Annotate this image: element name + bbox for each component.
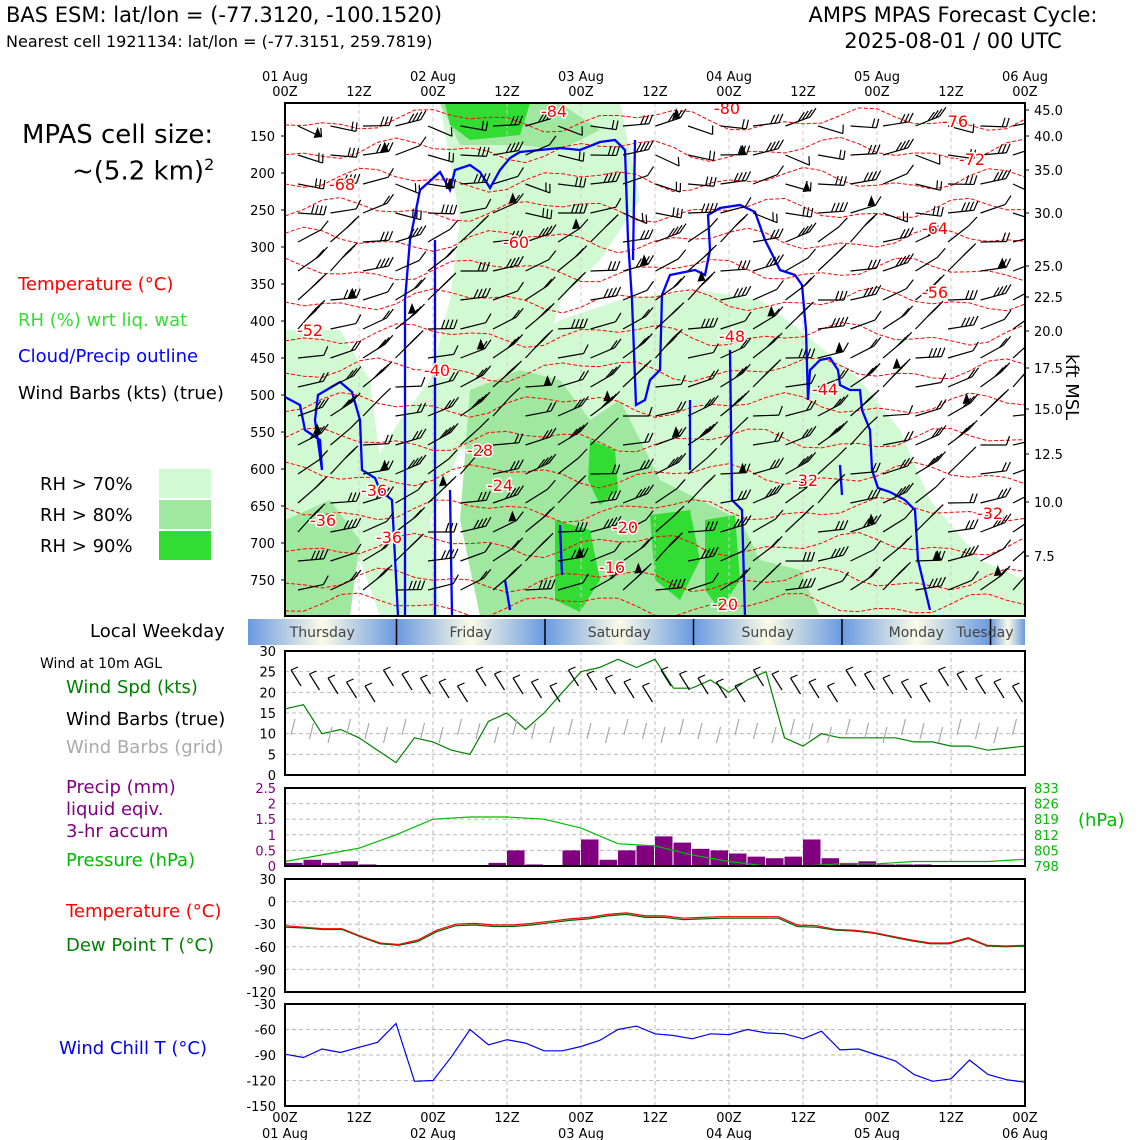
wind-barb xyxy=(948,393,978,416)
forecast-cycle: 2025-08-01 / 00 UTC xyxy=(844,29,1062,53)
legend-temperature: Temperature (°C) xyxy=(18,274,174,295)
legend-rh: RH (%) wrt liq. wat xyxy=(18,310,188,331)
pressure-tick-label: 300 xyxy=(250,241,275,256)
wind-barb xyxy=(948,316,978,329)
windspd-panel-ytick: 5 xyxy=(267,748,276,764)
wind-spd-label: Wind Spd (kts) xyxy=(66,677,198,698)
wind-barb xyxy=(298,221,328,242)
wind-barb xyxy=(753,166,783,184)
wind-barb xyxy=(428,204,457,213)
windspd-panel-ytick: 10 xyxy=(259,727,276,743)
precip-bar xyxy=(785,857,803,866)
temp-contour-label: -32 xyxy=(791,471,819,490)
wind-barb xyxy=(786,302,814,329)
wind-barb xyxy=(981,118,1010,127)
wind-grid-label: Wind Barbs (grid) xyxy=(66,737,224,758)
top-date-label: 01 Aug xyxy=(261,70,309,85)
top-date-label: 06 Aug xyxy=(1001,70,1049,85)
temp-contour-label: -28 xyxy=(466,441,494,460)
temp-contour-label: -48 xyxy=(718,327,746,346)
temp-panel-ytick: -120 xyxy=(246,986,276,1001)
wind-barb xyxy=(883,139,913,155)
weekday-label: Local Weekday xyxy=(90,621,225,642)
bottom-hour-label: 12Z xyxy=(938,1111,964,1126)
windspd-panel-ytick: 30 xyxy=(259,645,276,660)
bottom-hour-label: 00Z xyxy=(864,1111,890,1126)
wind-barb xyxy=(948,217,977,242)
wind-barb xyxy=(916,180,942,190)
top-hour-label: 12Z xyxy=(790,85,816,100)
wind-barb xyxy=(428,152,454,162)
precip-label1: Precip (mm) xyxy=(66,777,176,798)
wind-barb xyxy=(298,126,322,138)
wind-barb xyxy=(396,278,426,300)
weekday-name: Friday xyxy=(449,625,492,641)
wind-barb xyxy=(883,165,913,184)
bottom-date-label: 01 Aug xyxy=(261,1127,309,1140)
precip-bar xyxy=(618,850,636,866)
bottom-hour-label: 12Z xyxy=(790,1111,816,1126)
forecast-title: AMPS MPAS Forecast Cycle: xyxy=(808,3,1098,27)
windchill-panel-ytick: -90 xyxy=(254,1049,276,1064)
wind-barb xyxy=(948,494,977,503)
temp-panel-ytick: -30 xyxy=(254,918,276,934)
wind-barb xyxy=(981,170,1011,184)
wind-barb xyxy=(363,117,392,126)
top-date-label: 04 Aug xyxy=(705,70,753,85)
windspd-panel-ytick: 20 xyxy=(259,686,276,702)
top-hour-label: 00Z xyxy=(864,85,890,100)
pressure-unit: (hPa) xyxy=(1078,810,1125,831)
temp-contour-label: -44 xyxy=(811,380,839,399)
top-hour-label: 00Z xyxy=(272,85,298,100)
temp-contour-label: -76 xyxy=(941,112,969,131)
wind-barb xyxy=(298,247,327,271)
wind-barb xyxy=(721,260,751,271)
temp-contour-label: -20 xyxy=(611,518,639,537)
wind-barb xyxy=(851,363,881,387)
windchill-panel-ytick: -30 xyxy=(254,998,276,1013)
windspd-panel-ytick: 25 xyxy=(259,665,276,681)
wind-barb xyxy=(851,145,880,155)
wind-barb xyxy=(363,335,393,358)
cell-size-sup: 2 xyxy=(204,155,215,174)
top-hour-label: 00Z xyxy=(420,85,446,100)
wind-barb xyxy=(981,462,1011,474)
temp-contour-label: -24 xyxy=(486,476,514,495)
temp-label: Temperature (°C) xyxy=(66,901,222,922)
wind-barb xyxy=(981,389,1009,416)
top-date-label: 03 Aug xyxy=(557,70,605,85)
wind-barb xyxy=(786,108,817,126)
wind-barb xyxy=(1013,429,1043,445)
wind-barb xyxy=(396,331,424,358)
top-date-label: 05 Aug xyxy=(853,70,901,85)
bottom-hour-label: 12Z xyxy=(642,1111,668,1126)
top-hour-label: 00Z xyxy=(716,85,742,100)
pressure-tick-label: 500 xyxy=(250,389,275,404)
legend-rh70: RH > 70% xyxy=(40,474,133,495)
wind-barb xyxy=(331,288,361,300)
temp-contour-label: -72 xyxy=(958,150,986,169)
pressure-tick-label: 400 xyxy=(250,315,275,330)
wind-barb xyxy=(786,249,816,271)
bottom-hour-label: 00Z xyxy=(568,1111,594,1126)
wind-barb xyxy=(363,231,393,242)
bottom-hour-label: 00Z xyxy=(272,1111,298,1126)
weekday-name: Sunday xyxy=(741,625,794,641)
kft-tick-label: 17.5 xyxy=(1034,362,1063,377)
kft-tick-label: 15.0 xyxy=(1034,403,1063,418)
temp-contour-label: -36 xyxy=(309,511,337,530)
weekday-name: Saturday xyxy=(587,625,651,641)
cloud-outline xyxy=(633,140,635,260)
weekday-name: Thursday xyxy=(289,625,355,641)
wind-barb xyxy=(688,151,715,161)
wind-barb xyxy=(656,155,680,166)
precip-panel-ytick: 2 xyxy=(267,797,276,813)
pressure-ytick: 812 xyxy=(1034,828,1059,844)
wind-barb xyxy=(948,368,978,387)
wind-barb xyxy=(916,373,946,387)
top-hour-label: 12Z xyxy=(938,85,964,100)
wind-barb xyxy=(916,399,946,416)
top-hour-label: 00Z xyxy=(1012,85,1038,100)
precip-bar xyxy=(637,846,655,866)
precip-label2: liquid eqiv. xyxy=(66,799,164,820)
bottom-hour-label: 12Z xyxy=(346,1111,372,1126)
kft-tick-label: 22.5 xyxy=(1034,291,1063,306)
wind-barb xyxy=(916,155,940,164)
wind-barb xyxy=(818,150,845,160)
wind-barb xyxy=(981,488,1011,503)
pressure-ytick: 833 xyxy=(1034,782,1059,797)
windspd-panel-ytick: 0 xyxy=(267,769,276,784)
pressure-tick-label: 250 xyxy=(250,204,275,219)
wind-barb xyxy=(396,377,425,387)
temp-contour-label: -64 xyxy=(921,219,949,238)
wind-barb xyxy=(1013,508,1043,532)
wind-barb xyxy=(331,148,359,158)
kft-tick-label: 12.5 xyxy=(1034,448,1063,463)
wind-barb xyxy=(818,176,846,185)
precip-bar xyxy=(803,839,821,866)
wind-barb xyxy=(331,200,361,213)
temp-contour-label: -56 xyxy=(921,283,949,302)
wind-barb xyxy=(851,170,881,184)
wind-barb xyxy=(721,214,748,242)
cell-subtitle: Nearest cell 1921134: lat/lon = (-77.3151, 259.7819) xyxy=(6,32,433,51)
top-hour-label: 12Z xyxy=(642,85,668,100)
pressure-ytick: 805 xyxy=(1034,844,1059,860)
legend-wind: Wind Barbs (kts) (true) xyxy=(18,383,224,404)
temp-contour-label: -68 xyxy=(328,175,356,194)
bottom-hour-label: 00Z xyxy=(716,1111,742,1126)
wind-barb xyxy=(851,259,881,271)
pressure-tick-label: 350 xyxy=(250,278,275,293)
pressure-tick-label: 150 xyxy=(250,130,275,145)
wind-barb xyxy=(1013,227,1043,242)
wind-barb xyxy=(883,306,913,329)
wind-barb xyxy=(363,194,393,213)
wind-barb xyxy=(981,284,1011,300)
station-title: BAS ESM: lat/lon = (-77.3120, -100.1520) xyxy=(6,3,443,27)
precip-panel-ytick: 2.5 xyxy=(255,782,276,797)
wind-barb xyxy=(656,224,686,242)
wind-barb xyxy=(688,245,717,271)
wind-barb xyxy=(331,315,361,329)
legend-rh90: RH > 90% xyxy=(40,536,133,557)
wind-barb xyxy=(428,246,457,271)
pressure-tick-label: 450 xyxy=(250,352,275,367)
wind-barb xyxy=(721,171,751,184)
windspd-panel-ytick: 15 xyxy=(259,707,276,722)
wind-barb xyxy=(981,336,1011,358)
wind-barb xyxy=(363,168,393,184)
precip-label3: 3-hr accum xyxy=(66,821,169,842)
precip-bar xyxy=(563,850,581,866)
wind-barb xyxy=(948,420,977,445)
legend-rh80: RH > 80% xyxy=(40,505,133,526)
wind-barb xyxy=(331,216,360,242)
wind-barb xyxy=(883,113,913,126)
precip-panel-ytick: 0.5 xyxy=(255,844,276,860)
temp-contour-label: -20 xyxy=(711,595,739,614)
wind-barb xyxy=(948,447,976,474)
wind-barb xyxy=(916,348,945,358)
pressure-tick-label: 200 xyxy=(250,167,275,182)
wind-barb xyxy=(851,119,879,128)
temp-panel-ytick: 30 xyxy=(259,873,276,888)
bottom-date-label: 05 Aug xyxy=(853,1127,901,1140)
wind-barb xyxy=(981,257,1011,271)
wind-barb xyxy=(851,337,881,358)
wind-barb xyxy=(396,183,420,194)
wind-barb xyxy=(786,207,813,217)
wind-barb xyxy=(916,248,946,271)
temp-contour-label: -36 xyxy=(360,481,388,500)
top-hour-label: 12Z xyxy=(494,85,520,100)
wind-barb xyxy=(721,145,750,156)
wind-barb xyxy=(298,274,326,300)
cell-size-value: ~(5.2 km) xyxy=(72,156,205,187)
kft-tick-label: 30.0 xyxy=(1034,207,1063,222)
top-hour-label: 12Z xyxy=(346,85,372,100)
cell-size-line1: MPAS cell size: xyxy=(22,120,214,150)
kft-tick-label: 20.0 xyxy=(1034,325,1063,340)
bottom-hour-label: 00Z xyxy=(420,1111,446,1126)
temp-panel-ytick: -90 xyxy=(254,963,276,979)
wind-barb xyxy=(688,177,716,187)
wind-barb xyxy=(883,211,907,221)
wind-barb xyxy=(786,223,816,242)
pressure-label: Pressure (hPa) xyxy=(66,850,196,871)
wind-barb xyxy=(818,218,847,242)
wind-barb xyxy=(331,243,358,271)
wind-barb xyxy=(363,257,393,271)
wind-barb xyxy=(396,251,426,271)
temp-contour-label: -80 xyxy=(713,99,741,118)
bottom-date-label: 02 Aug xyxy=(409,1127,457,1140)
surface-wind-title: Wind at 10m AGL xyxy=(40,656,163,672)
windchill-panel-ytick: -60 xyxy=(254,1023,276,1039)
wind-barb xyxy=(818,125,843,134)
wind-barb xyxy=(298,178,325,189)
wind-barb xyxy=(948,290,977,300)
wind-barb xyxy=(623,254,653,271)
dew-label: Dew Point T (°C) xyxy=(66,935,215,956)
wind-barb xyxy=(753,114,783,126)
kft-tick-label: 35.0 xyxy=(1034,164,1063,179)
wind-barb xyxy=(656,207,683,218)
precip-panel-ytick: 0 xyxy=(267,860,276,875)
windchill-label: Wind Chill T (°C) xyxy=(59,1038,207,1059)
wind-barb xyxy=(591,287,621,300)
wind-barb xyxy=(818,202,848,213)
kft-tick-label: 25.0 xyxy=(1034,260,1063,275)
legend-cloud: Cloud/Precip outline xyxy=(18,346,199,367)
temp-contour-label: -60 xyxy=(502,233,530,252)
kft-axis-title: kft MSL xyxy=(1061,354,1082,421)
temp-contour-label: -32 xyxy=(976,504,1004,523)
wind-barb xyxy=(1013,562,1040,590)
precip-panel-ytick: 1.5 xyxy=(255,813,276,829)
wind-barb xyxy=(851,311,882,329)
pressure-tick-label: 750 xyxy=(250,574,275,589)
weekday-name: Monday xyxy=(888,625,944,641)
wind-barb xyxy=(363,362,392,387)
temp-contour-label: -16 xyxy=(598,558,626,577)
pressure-tick-label: 550 xyxy=(250,426,275,441)
precip-bar xyxy=(766,858,784,866)
precip-bar xyxy=(729,854,747,866)
wind-barb xyxy=(786,155,810,165)
windchill-panel-ytick: -150 xyxy=(246,1100,276,1115)
bottom-hour-label: 00Z xyxy=(1012,1111,1038,1126)
pressure-tick-label: 700 xyxy=(250,537,275,552)
wind-barb xyxy=(883,280,913,300)
wind-barb xyxy=(948,201,978,213)
wind-barb xyxy=(981,540,1011,561)
pressure-ytick: 798 xyxy=(1034,860,1059,875)
wind-barb xyxy=(851,213,878,242)
wind-barb xyxy=(688,125,713,134)
pressure-ytick: 819 xyxy=(1034,813,1059,829)
wind-barb xyxy=(818,244,846,271)
wind-barb xyxy=(786,181,812,192)
bottom-date-label: 06 Aug xyxy=(1001,1127,1049,1140)
precip-bar xyxy=(655,836,673,866)
wind-barb xyxy=(883,228,913,242)
wind-barb xyxy=(981,310,1011,329)
wind-barb xyxy=(916,301,944,329)
temp-panel-ytick: -60 xyxy=(254,940,276,956)
temp-contour-label: -36 xyxy=(375,528,403,547)
wind-barb xyxy=(396,111,426,126)
pressure-tick-label: 600 xyxy=(250,463,275,478)
precip-panel-ytick: 1 xyxy=(267,828,276,844)
wind-barb xyxy=(363,309,393,329)
wind-barbs-label: Wind Barbs (true) xyxy=(66,709,226,730)
pressure-tick-label: 650 xyxy=(250,500,275,515)
wind-barb xyxy=(786,275,815,300)
wind-barb xyxy=(363,283,394,300)
precip-bar xyxy=(581,839,599,866)
wind-barb xyxy=(883,358,910,387)
wind-barb xyxy=(883,332,912,358)
wind-barb xyxy=(948,244,976,271)
windchill-panel-ytick: -120 xyxy=(246,1074,276,1090)
temp-contour-label: -84 xyxy=(540,102,568,121)
precip-bar xyxy=(507,850,525,866)
bottom-hour-label: 12Z xyxy=(494,1111,520,1126)
temp-contour-label: -52 xyxy=(296,321,324,340)
top-date-label: 02 Aug xyxy=(409,70,457,85)
wind-barb xyxy=(981,363,1010,387)
wind-barb xyxy=(656,182,681,192)
bottom-date-label: 03 Aug xyxy=(557,1127,605,1140)
temp-panel-ytick: 0 xyxy=(267,895,276,911)
kft-tick-label: 10.0 xyxy=(1034,496,1063,511)
wind-barb xyxy=(331,122,358,132)
top-hour-label: 00Z xyxy=(568,85,594,100)
wind-barb xyxy=(753,280,783,300)
wind-barb xyxy=(428,523,457,532)
kft-tick-label: 7.5 xyxy=(1034,550,1055,565)
temp-contour-label: -40 xyxy=(423,361,451,380)
bottom-date-label: 04 Aug xyxy=(705,1127,753,1140)
pressure-ytick: 826 xyxy=(1034,797,1059,813)
wind-barb xyxy=(851,195,881,213)
kft-tick-label: 45.0 xyxy=(1034,104,1063,119)
kft-tick-label: 40.0 xyxy=(1034,130,1063,145)
wind-barb xyxy=(396,137,426,155)
weekday-name: Tuesday xyxy=(956,625,1014,641)
